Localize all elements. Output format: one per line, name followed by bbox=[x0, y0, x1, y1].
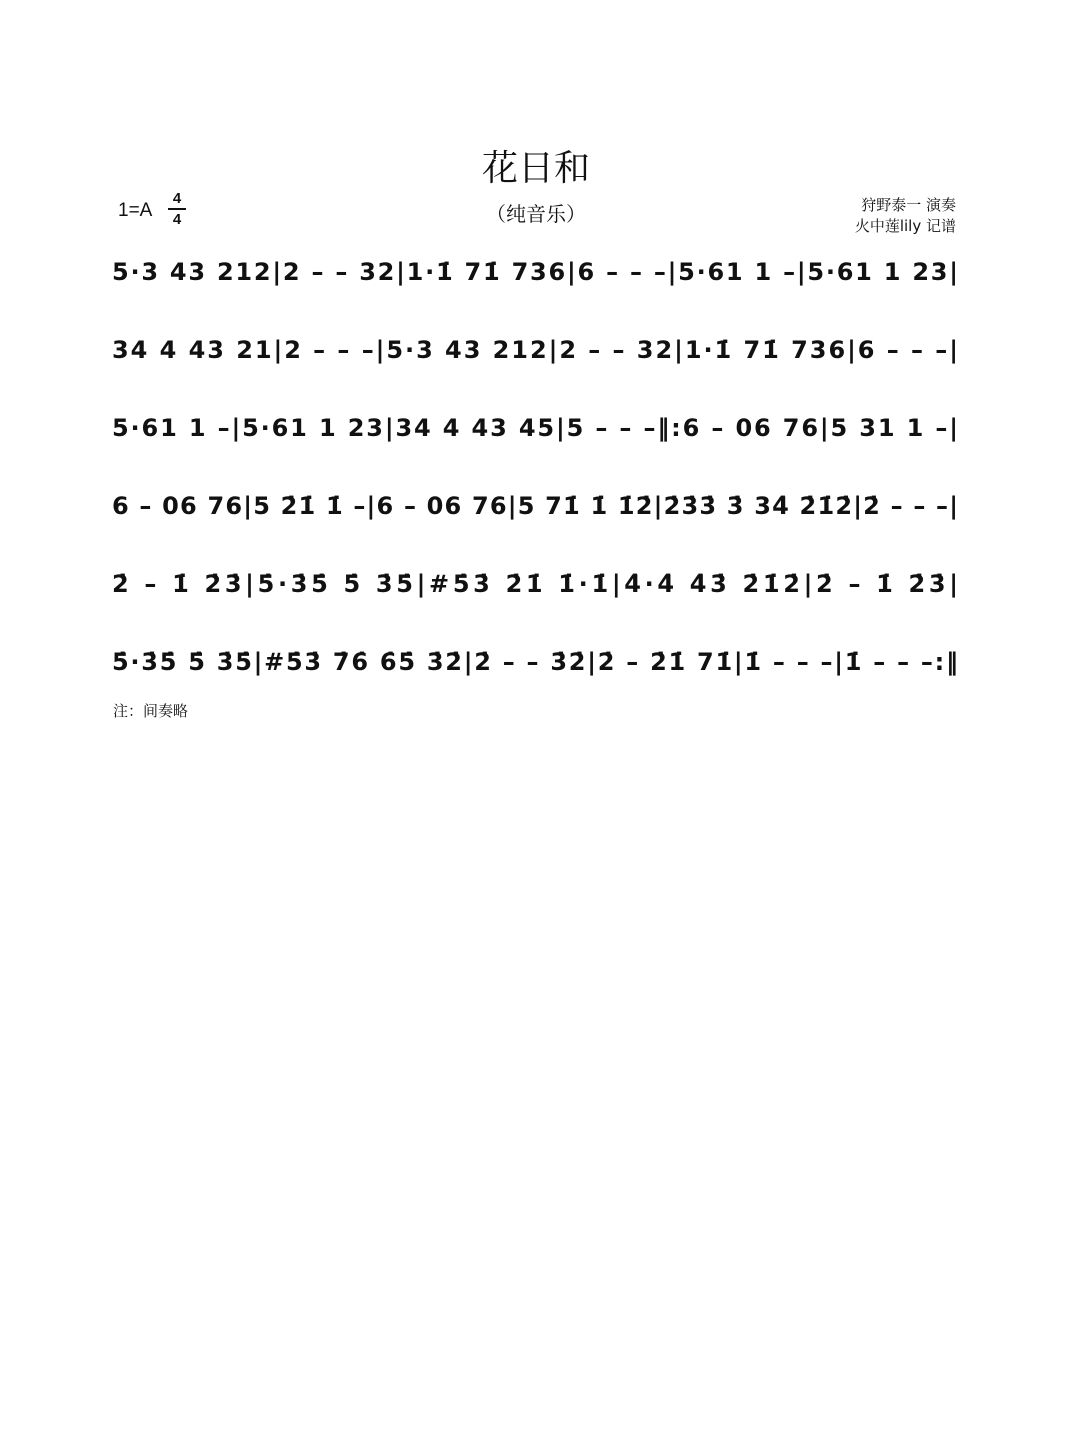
notation-text: 34 4 43 21|2 – – –|5·3 43 212|2 – – 32|1·1̇ 71̇ 736|6 – – –| bbox=[112, 336, 958, 364]
time-signature bbox=[168, 190, 186, 228]
notation-text: 5·61 1 –|5·61 1 23|34 4 43 45|5 – – –‖:6 – 06 76|5 31 1 –| bbox=[112, 414, 959, 442]
notation-text: 6 – 06 76|5 2̇1̇ 1̇ –|6 – 06 76|5 71̇ 1̇ 1̇2̇|2̇3̇3̇ 3̇ 34̇ 2̇1̇2̇|2̇ – – –| bbox=[112, 492, 958, 520]
song-title: 花日和 bbox=[481, 148, 590, 189]
key-signature: 1=A bbox=[118, 200, 153, 221]
score-line-svg bbox=[112, 318, 962, 388]
score-line-svg bbox=[112, 552, 962, 622]
score-line-svg bbox=[112, 474, 962, 544]
score-line-5 bbox=[112, 552, 962, 622]
performer-credit: 狩野泰一 演奏 bbox=[861, 196, 956, 214]
transcriber-credit: 火中莲lily 记谱 bbox=[854, 217, 956, 235]
time-signature-bar bbox=[168, 208, 186, 210]
song-subtitle: （纯音乐） bbox=[486, 202, 586, 226]
time-signature-bottom: 4 bbox=[172, 210, 182, 228]
footnote: 注：间奏略 bbox=[113, 702, 189, 720]
time-signature-top: 4 bbox=[172, 190, 182, 207]
score-line-svg bbox=[112, 240, 962, 310]
score-line-3 bbox=[112, 396, 962, 466]
score-line-2 bbox=[112, 318, 962, 388]
notation-text: 5̇·3̇5̇ 5̇ 3̇5̇|#5̇3̇ 7̇6̇ 6̇5̇ 3̇2̇|2̇ – – 3̇2̇|2̇ – 2̇1̇ 71̇|1̇ – – –|1̇ – – –:‖ bbox=[112, 648, 958, 676]
score-line-6 bbox=[112, 630, 962, 700]
score-line-1 bbox=[112, 240, 962, 310]
notation-text: 5·3 43 212|2 – – 32|1·1̇ 71̇ 736|6 – – –|5·61 1 –|5·61 1 23| bbox=[112, 258, 958, 286]
score-line-svg bbox=[112, 396, 962, 466]
score-line-4 bbox=[112, 474, 962, 544]
notation-text: 2̇ – 1̇ 2̇3̇|5̇·3̇5̇ 5̇ 3̇5̇|#5̇3̇ 2̇1̇ 1̇·1̇|4̇·4̇ 4̇3̇ 2̇1̇2̇|2̇ – 1̇ 2̇3̇| bbox=[112, 570, 958, 598]
score-line-svg bbox=[112, 630, 962, 700]
